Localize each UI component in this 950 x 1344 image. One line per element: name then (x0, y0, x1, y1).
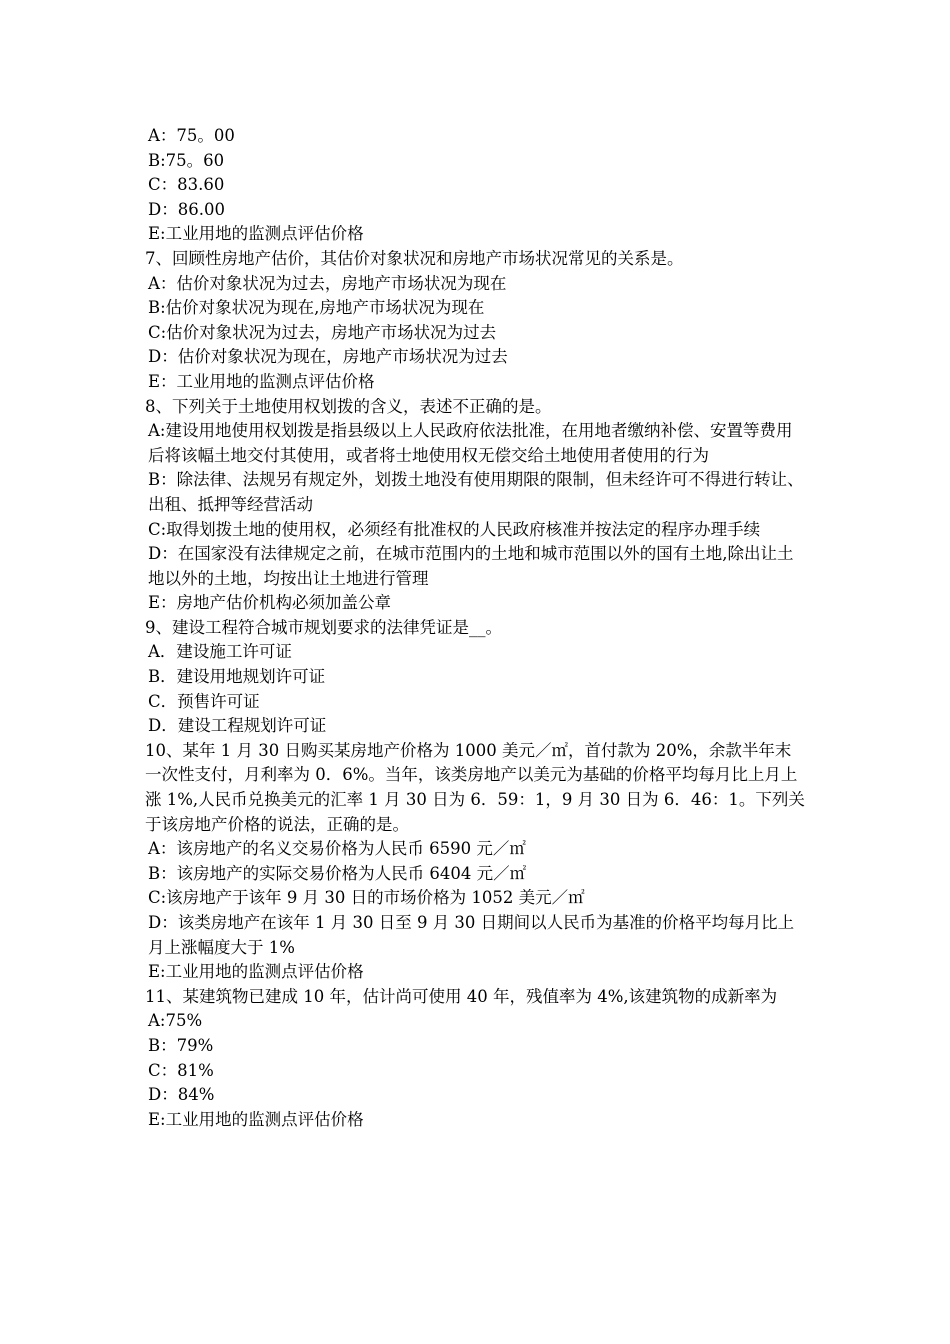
option-line: A．建设施工许可证 (148, 642, 292, 662)
option-line: A：75。00 (148, 126, 235, 145)
option-line: B:75。60 (148, 150, 225, 170)
option-line: E：房地产估价机构必须加盖公章 (148, 593, 392, 613)
question-11: 11、某建筑物已建成 10 年，估计尚可使用 40 年，残值率为 4%,该建筑物的成新率为 (145, 986, 778, 1006)
question-8: 8、下列关于土地使用权划拨的含义，表述不正确的是。 (145, 396, 552, 416)
option-line: E:工业用地的监测点评估价格 (148, 1109, 364, 1129)
option-line: E:工业用地的监测点评估价格 (148, 224, 364, 244)
option-line: C：81% (148, 1060, 214, 1080)
option-line: A:建设用地使用权划拨是指县级以上人民政府依法批准，在用地者缴纳补偿、安置等费用后将该幅土地交付其使用，或者将士地使用权无偿交给土地使用者使用的行为 (148, 421, 793, 465)
question-7: 7、回顾性房地产估价，其估价对象状况和房地产市场状况常见的关系是。 (145, 248, 684, 268)
option-line: C:取得划拨土地的使用权，必须经有批准权的人民政府核准并按法定的程序办理手续 (148, 519, 761, 539)
option-line: D：84% (148, 1085, 215, 1105)
option-line: B：该房地产的实际交易价格为人民币 6404 元／㎡ (148, 863, 527, 883)
option-line: D：该类房地产在该年 1 月 30 日至 9 月 30 日期间以人民币为基准的价格平均每月比上月上涨幅度大于 1% (148, 913, 795, 957)
option-line: B：79% (148, 1035, 214, 1055)
option-line: D．建设工程规划许可证 (148, 716, 327, 736)
question-10: 10、某年 1 月 30 日购买某房地产价格为 1000 美元／㎡，首付款为 20%，余款半年末一次性支付，月利率为 0．6%。当年，该类房地产以美元为基础的价格平均每月比上月上涨 1%,人民币兑换美元的汇率 1 月 30 日为 6．59：1，9 月 30 日为 6．46：1。下列关于该房地产价格的说法，正确的是。 (145, 740, 805, 834)
option-line: B：除法律、法规另有规定外，划拨土地没有使用期限的限制，但未经许可不得进行转让、出租、抵押等经营活动 (148, 470, 804, 514)
option-line: A:75% (148, 1011, 203, 1031)
option-line: C．预售许可证 (148, 691, 260, 711)
option-line: C:该房地产于该年 9 月 30 日的市场价格为 1052 美元／㎡ (148, 888, 585, 908)
option-line: D：估价对象状况为现在，房地产市场状况为过去 (148, 347, 508, 367)
question-9: 9、建设工程符合城市规划要求的法律凭证是__。 (145, 617, 502, 637)
option-line: D：86.00 (148, 199, 225, 219)
option-line: D：在国家没有法律规定之前，在城市范围内的土地和城市范围以外的国有土地,除出让土地以外的土地，均按出让土地进行管理 (148, 544, 794, 588)
option-line: A：估价对象状况为过去，房地产市场状况为现在 (148, 273, 507, 293)
option-line: C:估价对象状况为过去，房地产市场状况为过去 (148, 322, 497, 342)
document-body (145, 124, 807, 1132)
option-line: C：83.60 (148, 175, 225, 195)
option-line: A：该房地产的名义交易价格为人民币 6590 元／㎡ (148, 839, 526, 859)
option-line: E：工业用地的监测点评估价格 (148, 371, 375, 391)
option-line: B:估价对象状况为现在,房地产市场状况为现在 (148, 298, 485, 318)
option-line: E:工业用地的监测点评估价格 (148, 962, 364, 982)
option-line: B．建设用地规划许可证 (148, 667, 326, 687)
